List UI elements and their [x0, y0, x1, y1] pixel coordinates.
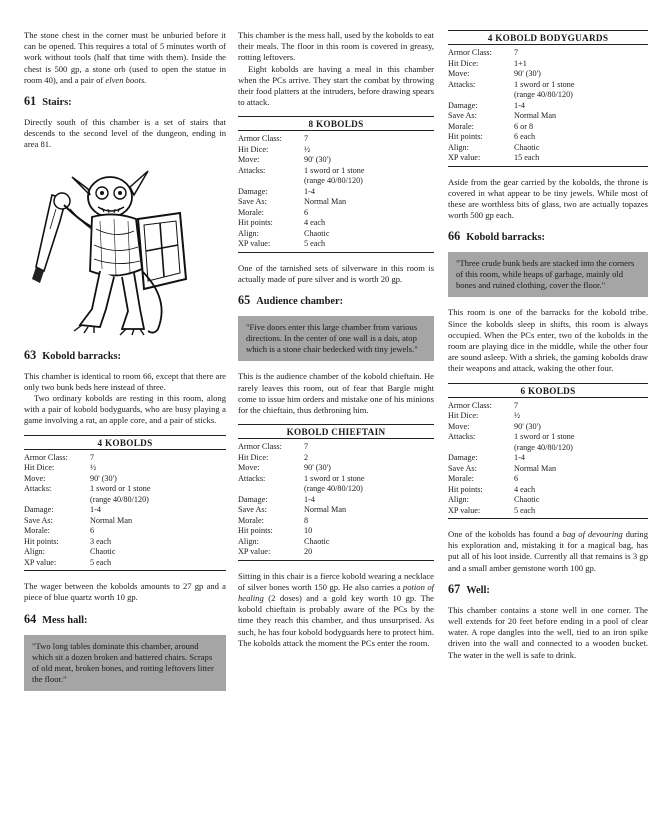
stat-row — [448, 101, 648, 112]
stat-row — [238, 229, 434, 240]
heading-room-66: 66 Kobold barracks: — [448, 229, 545, 244]
stat-key: Morale: — [448, 474, 474, 484]
stat-key: Damage: — [24, 505, 54, 515]
stat-row — [238, 145, 434, 156]
stat-block-8-kobolds — [238, 116, 434, 253]
stat-key: Save As: — [238, 197, 267, 207]
stat-key: Move: — [448, 69, 470, 78]
stat-key — [448, 90, 514, 101]
stat-row — [448, 122, 648, 133]
stat-value: ½ — [304, 144, 311, 154]
stat-row — [448, 153, 648, 164]
stat-key: Hit Dice: — [238, 452, 269, 462]
stat-key: Attacks: — [238, 473, 266, 483]
stat-key: XP value: — [238, 547, 271, 557]
stat-value: ½ — [514, 411, 521, 421]
stat-block-title: KOBOLD CHIEFTAIN — [238, 425, 434, 439]
heading-room-64: 64 Mess hall: — [24, 611, 88, 626]
stat-value: Normal Man — [514, 463, 557, 473]
stat-row — [24, 505, 226, 516]
stat-row — [238, 474, 434, 485]
stat-key: Move: — [238, 155, 260, 165]
stat-block-rule — [238, 252, 434, 253]
stat-key: Morale: — [238, 207, 264, 217]
stat-row — [448, 90, 648, 101]
stat-key: Hit points: — [238, 526, 273, 536]
stat-value: Normal Man — [514, 111, 557, 120]
stat-row — [448, 48, 648, 59]
stat-row — [238, 547, 434, 558]
stat-key: Armor Class: — [238, 442, 282, 452]
paragraph-chest: The stone chest in the corner must be unburied before it can be opened. This requires a total of 5 minutes worth of work without tools (half that time with them). Inside the chest is 500 gp, a stone orb (used to open the statue in room 40), and a pair of elven boots. — [24, 30, 226, 85]
stat-row — [238, 187, 434, 198]
stat-row — [24, 453, 226, 464]
stat-value: ½ — [90, 463, 97, 473]
stat-value: 15 each — [514, 153, 540, 162]
stat-value: 90' (30') — [514, 421, 541, 431]
stat-key: Damage: — [448, 453, 478, 463]
stat-key: Morale: — [24, 526, 50, 536]
stat-key: Hit Dice: — [448, 58, 479, 68]
stat-key: Align: — [238, 228, 259, 238]
stat-key: Hit Dice: — [238, 144, 269, 154]
stat-key: Armor Class: — [238, 134, 282, 144]
paragraph-chieftain: Sitting in this chair is a fierce kobold wearing a necklace of silver bones worth 150 gp. He also carries a potion of healing (2 doses) and a gold key worth 10 gp. The kobold chieftain is probably aware of the PCs by the time they reach this chamber, and thus unsurprised. As such, he has four kobold bodyguards here to protect him. The kobolds attack the moment the PCs enter the room. — [238, 570, 435, 648]
paragraph-63b: Two ordinary kobolds are resting in this room, along with a pair of kobold bodyguards, who are busy playing a game involving a rat, an apple core, and a pair of sticks. — [24, 393, 226, 426]
stat-key: XP value: — [448, 153, 481, 162]
stat-value: 5 each — [90, 557, 112, 567]
stat-value: 10 — [304, 526, 313, 536]
stat-row — [448, 143, 648, 154]
paragraph-67: This chamber contains a stone well in one corner. The well extends for 20 feet before ending in a pool of clear water. A rope dangles into the well, tied to an iron spike driven into the wall and connected to a wooden bucket. The water in the well is safe to drink. — [448, 604, 648, 660]
stat-key: Attacks: — [448, 79, 476, 89]
stat-value: 1 sword or 1 stone — [304, 165, 365, 175]
stat-value: 6 or 8 — [514, 121, 534, 131]
stat-key: Move: — [24, 473, 46, 483]
stat-block-title: 6 KOBOLDS — [448, 384, 648, 398]
read-aloud-box-64: "Two long tables dominate this chamber, around which sit a dozen broken and battered chairs. Scraps of old meat, broken bones, and rotting leftovers litter the floor." — [24, 635, 226, 691]
stat-key: Hit points: — [448, 132, 483, 141]
stat-row — [448, 422, 648, 433]
stat-row — [238, 463, 434, 474]
stat-row — [448, 69, 648, 80]
stat-value: 1-4 — [514, 100, 525, 110]
stat-row — [448, 474, 648, 485]
stat-key — [238, 484, 304, 495]
heading-room-63: 63 Kobold barracks: — [24, 347, 121, 362]
stat-value: 6 — [304, 207, 309, 217]
stat-value: Chaotic — [304, 228, 330, 238]
stat-value: 8 — [304, 515, 309, 525]
stat-row — [238, 239, 434, 250]
stat-row — [238, 537, 434, 548]
stat-key: Save As: — [238, 505, 267, 515]
stat-key: Armor Class: — [448, 48, 492, 57]
stat-value: 7 — [304, 134, 309, 144]
stat-key: Armor Class: — [24, 452, 68, 462]
stat-key: XP value: — [24, 557, 57, 567]
stat-key: Save As: — [448, 111, 477, 120]
stat-row — [238, 484, 434, 495]
stat-value: 1 sword or 1 stone — [514, 79, 575, 89]
stat-row — [24, 484, 226, 495]
stat-row — [448, 432, 648, 443]
paragraph-61: Directly south of this chamber is a set of stairs that descends to the second level of the dungeon, ending in area 81. — [24, 117, 226, 150]
stat-row — [238, 134, 434, 145]
stat-value: 1 sword or 1 stone — [90, 484, 151, 494]
stat-row — [448, 401, 648, 412]
stat-block-kobold-chieftain — [238, 424, 434, 561]
stat-value: 6 — [90, 526, 95, 536]
stat-row — [448, 485, 648, 496]
stat-key: Align: — [448, 142, 469, 152]
stat-value: 90' (30') — [304, 463, 331, 473]
stat-value: 7 — [514, 48, 519, 57]
stat-row — [24, 547, 226, 558]
stat-value: (range 40/80/120) — [304, 484, 363, 494]
paragraph-mess: This chamber is the mess hall, used by the kobolds to eat their meals. The floor in this room is covered in greasy, rotting leftovers. — [238, 30, 434, 63]
stat-key: Align: — [238, 536, 259, 546]
stat-key: Damage: — [238, 186, 268, 196]
stat-row — [238, 505, 434, 516]
stat-value: 5 each — [514, 505, 536, 515]
stat-value: 1+1 — [514, 58, 527, 68]
stat-value: 4 each — [304, 218, 326, 228]
stat-value: 1-4 — [90, 505, 101, 515]
stat-value: 20 — [304, 547, 313, 557]
stat-value: 7 — [90, 452, 95, 462]
stat-value: 3 each — [90, 536, 112, 546]
stat-key: Damage: — [238, 494, 268, 504]
paragraph-silverware: One of the tarnished sets of silverware in this room is actually made of pure silver and is worth 20 gp. — [238, 262, 434, 285]
column-2 — [238, 30, 434, 657]
stat-row — [448, 453, 648, 464]
stat-key: Attacks: — [238, 165, 266, 175]
stat-key: Hit points: — [238, 218, 273, 228]
stat-row — [448, 132, 648, 143]
stat-block-rule — [448, 166, 648, 167]
stat-key: Align: — [24, 547, 45, 557]
stat-key: Attacks: — [448, 432, 476, 442]
stat-key: Morale: — [238, 515, 264, 525]
paragraph-wager: The wager between the kobolds amounts to 27 gp and a piece of blue quartz worth 10 gp. — [24, 581, 226, 603]
stat-key: Armor Class: — [448, 400, 492, 410]
stat-row — [238, 442, 434, 453]
stat-key — [448, 443, 514, 454]
stat-row — [448, 411, 648, 422]
stat-value: (range 40/80/120) — [514, 442, 573, 452]
stat-row — [238, 155, 434, 166]
stat-value: 2 — [304, 452, 309, 462]
stat-row — [448, 443, 648, 454]
stat-value: 90' (30') — [90, 473, 117, 483]
stat-key: Hit Dice: — [24, 463, 55, 473]
stat-key: Save As: — [24, 515, 53, 525]
stat-key: Move: — [448, 421, 470, 431]
stat-key: Hit points: — [448, 484, 483, 494]
stat-value: 7 — [304, 442, 309, 452]
paragraph-mess-2: Eight kobolds are having a meal in this chamber when the PCs arrive. They start the combat by throwing their food platters at the intruders, before drawing spears to attack. — [238, 63, 434, 108]
stat-key: Hit points: — [24, 536, 59, 546]
stat-value: Chaotic — [514, 495, 540, 505]
stat-block-title: 4 KOBOLD BODYGUARDS — [448, 31, 648, 45]
stat-row — [24, 526, 226, 537]
stat-block-rule — [24, 570, 226, 571]
stat-row — [238, 176, 434, 187]
stat-row — [238, 495, 434, 506]
stat-value: (range 40/80/120) — [514, 90, 573, 99]
stat-block-rule — [448, 518, 648, 519]
stat-block-6-kobolds — [448, 383, 648, 520]
stat-row — [24, 537, 226, 548]
stat-value: 1-4 — [514, 453, 525, 463]
stat-key — [238, 176, 304, 187]
stat-value: Normal Man — [304, 505, 347, 515]
stat-key: XP value: — [448, 505, 481, 515]
stat-row — [238, 208, 434, 219]
heading-room-61: 61 Stairs: — [24, 94, 72, 109]
stat-value: Chaotic — [90, 547, 116, 557]
column-3 — [448, 30, 648, 669]
stat-value: 90' (30') — [514, 69, 541, 78]
stat-key: Hit Dice: — [448, 411, 479, 421]
stat-row — [448, 111, 648, 122]
stat-value: (range 40/80/120) — [90, 494, 149, 504]
stat-row — [238, 166, 434, 177]
stat-block-rule — [238, 560, 434, 561]
stat-row — [448, 464, 648, 475]
heading-room-65: 65 Audience chamber: — [238, 293, 344, 308]
stat-value: 6 each — [514, 132, 536, 141]
stat-value: Normal Man — [90, 515, 133, 525]
paragraph-throne: Aside from the gear carried by the kobolds, the throne is covered in what appear to be tiny jewels. While most of these are worthless bits of glass, two are actually topazes worth 500 gp each. — [448, 176, 648, 221]
stat-row — [238, 453, 434, 464]
stat-row — [24, 474, 226, 485]
stat-value: 1 sword or 1 stone — [304, 473, 365, 483]
stat-value: Chaotic — [514, 142, 540, 152]
stat-block-4-kobold-bodyguards — [448, 30, 648, 167]
stat-value: 1-4 — [304, 494, 315, 504]
stat-block-title: 4 KOBOLDS — [24, 436, 226, 450]
stat-row — [238, 526, 434, 537]
stat-value: 1-4 — [304, 186, 315, 196]
stat-row — [448, 59, 648, 70]
stat-key: Align: — [448, 495, 469, 505]
paragraph-66: This room is one of the barracks for the kobold tribe. Since the kobolds sleep in shifts, this room is always occupied. When the PCs enter, two of the kobolds in the room are playing dice in the middle, while the other four are sound asleep. With a shriek, the gaming kobolds draw their weapons and attack, waking the other four. — [448, 307, 648, 374]
stat-row — [238, 197, 434, 208]
stat-key: Save As: — [448, 463, 477, 473]
stat-value: 1 sword or 1 stone — [514, 432, 575, 442]
stat-key: Move: — [238, 463, 260, 473]
stat-block-title: 8 KOBOLDS — [238, 117, 434, 131]
stat-row — [24, 516, 226, 527]
stat-block-4-kobolds — [24, 435, 226, 572]
paragraph-bag: One of the kobolds has found a bag of devouring during his exploration and, mistaking it for a magical bag, has put all of his loot inside. Currently all that remains is 3 gp and a small amber gemstone worth 100 gp. — [448, 529, 649, 573]
heading-room-67: 67 Well: — [448, 581, 490, 596]
stat-value: (range 40/80/120) — [304, 176, 363, 186]
kobold-illustration — [30, 159, 220, 341]
stat-row — [238, 516, 434, 527]
paragraph-65: This is the audience chamber of the kobold chieftain. He rarely leaves this room, out of fear that Bargle might come to issue him orders and mistake one of his minions for the chieftain, thus dethroning him. — [238, 371, 434, 415]
read-aloud-box-66: "Three crude bunk beds are stacked into the corners of this room, while heaps of garbage, mainly old bones and ruined clothing, cover the floor." — [448, 252, 648, 297]
stat-row — [238, 218, 434, 229]
stat-value: 4 each — [514, 484, 536, 494]
stat-value: 6 — [514, 474, 519, 484]
stat-key: Attacks: — [24, 484, 52, 494]
stat-key — [24, 495, 90, 506]
stat-value: Chaotic — [304, 536, 330, 546]
stat-value: 90' (30') — [304, 155, 331, 165]
stat-row — [448, 506, 648, 517]
paragraph-63a: This chamber is identical to room 66, except that there are only two bunk beds here instead of three. — [24, 370, 226, 392]
stat-key: XP value: — [238, 239, 271, 249]
read-aloud-box-65: "Five doors enter this large chamber from various directions. In the center of one wall is a dais, atop which is a stone chair bedecked with tiny jewels." — [238, 316, 434, 361]
stat-row — [24, 558, 226, 569]
stat-row — [448, 495, 648, 506]
stat-key: Damage: — [448, 100, 478, 110]
stat-key: Morale: — [448, 121, 474, 131]
stat-row — [448, 80, 648, 91]
stat-value: Normal Man — [304, 197, 347, 207]
column-1 — [24, 30, 226, 701]
stat-row — [24, 495, 226, 506]
stat-row — [24, 463, 226, 474]
stat-value: 7 — [514, 400, 519, 410]
stat-value: 5 each — [304, 239, 326, 249]
